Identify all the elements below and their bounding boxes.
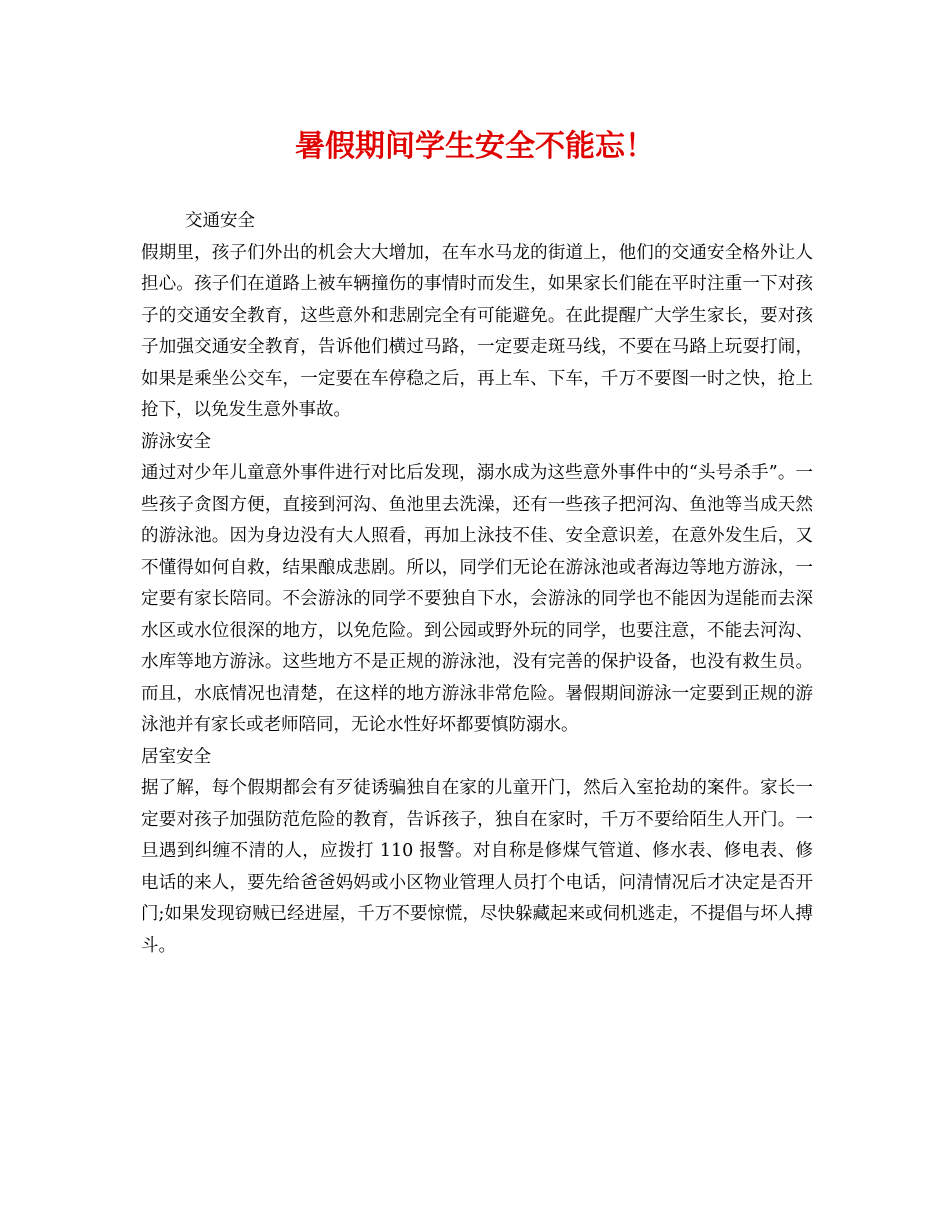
section-body-home: 据了解，每个假期都会有歹徒诱骗独自在家的儿童开门，然后入室抢劫的案件。家长一定要对孩子加强防范危险的教育，告诉孩子，独自在家时，千万不要给陌生人开门。一旦遇到纠缠不清的人，应拨打 110 报警。对自称是修煤气管道、修水表、修电表、修电话的来人，要先给爸爸妈妈或小区物业管理人员打个电话，问清情况后才决定是否开门;如果发现窃贼已经进屋，千万不要惊慌，尽快躲藏起来或伺机逃走，不提倡与坏人搏斗。 — [141, 778, 813, 956]
section-heading-home: 居室安全 — [141, 746, 211, 767]
document-body — [141, 206, 813, 962]
section-heading-swimming: 游泳安全 — [141, 431, 211, 452]
section-body-swimming: 通过对少年儿童意外事件进行对比后发现，溺水成为这些意外事件中的“头号杀手”。一些孩子贪图方便，直接到河沟、鱼池里去洗澡，还有一些孩子把河沟、鱼池等当成天然的游泳池。因为身边没有大人照看，再加上泳技不佳、安全意识差，在意外发生后，又不懂得如何自救，结果酿成悲剧。所以，同学们无论在游泳池或者海边等地方游泳，一定要有家长陪同。不会游泳的同学不要独自下水，会游泳的同学也不能因为逞能而去深水区或水位很深的地方，以免危险。到公园或野外玩的同学，也要注意，不能去河沟、水库等地方游泳。这些地方不是正规的游泳池，没有完善的保护设备，也没有救生员。而且，水底情况也清楚，在这样的地方游泳非常危险。暑假期间游泳一定要到正规的游泳池并有家长或老师陪同，无论水性好坏都要慎防溺水。 — [141, 463, 813, 735]
section-heading-traffic: 交通安全 — [185, 211, 255, 231]
document-title: 暑假期间学生安全不能忘！ — [295, 129, 655, 164]
section-body-traffic: 假期里，孩子们外出的机会大大增加，在车水马龙的街道上，他们的交通安全格外让人担心。孩子们在道路上被车辆撞伤的事情时而发生，如果家长们能在平时注重一下对孩子的交通安全教育，这些意外和悲剧完全有可能避免。在此提醒广大学生家长，要对孩子加强交通安全教育，告诉他们横过马路，一定要走斑马线，不要在马路上玩耍打闹，如果是乘坐公交车，一定要在车停稳之后，再上车、下车，千万不要图一时之快，抢上抢下，以免发生意外事故。 — [141, 242, 813, 420]
